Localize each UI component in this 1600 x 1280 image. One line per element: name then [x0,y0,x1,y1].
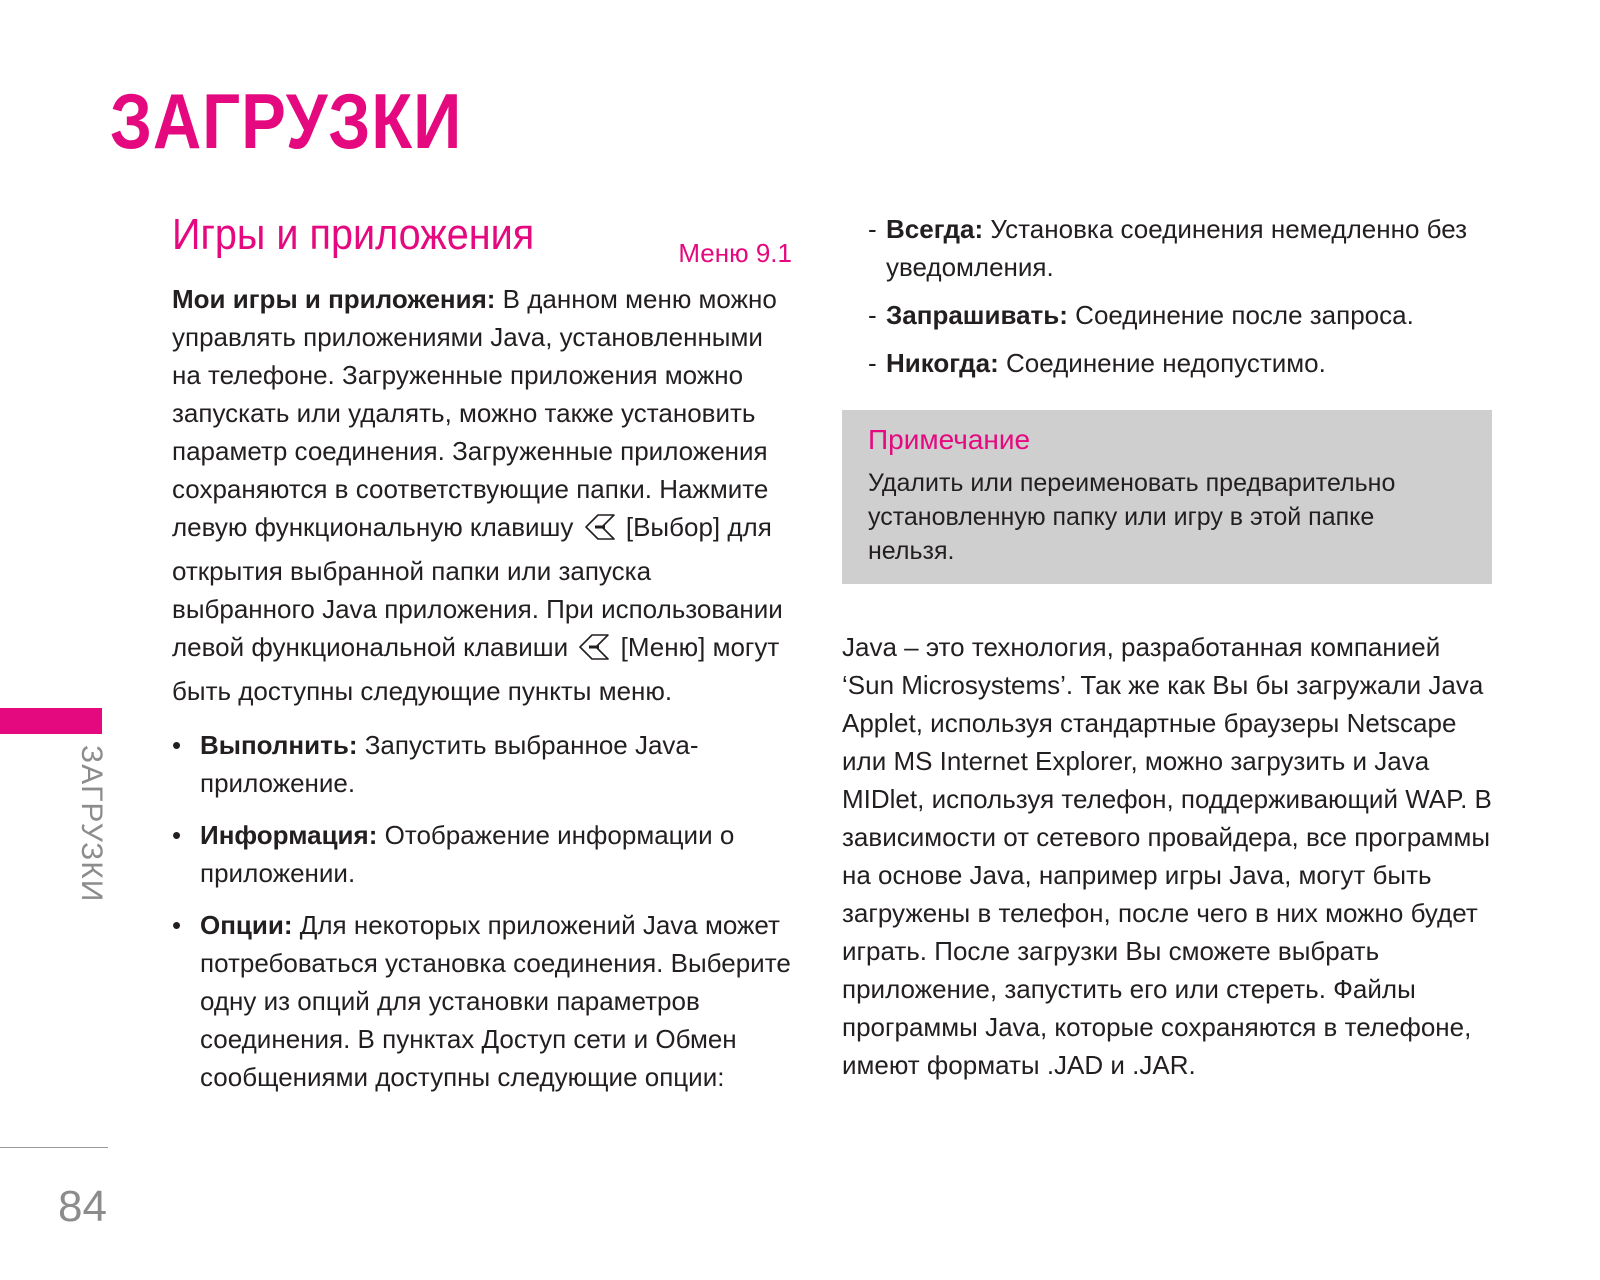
page-title: ЗАГРУЗКИ [110,77,463,165]
item-text: Отображение информации о приложении. [200,820,735,888]
intro-text-2: [Выбор] для открытия выбранной папки или запуска выбранного Java приложения. При использовании левой функциональной клавиши [172,512,783,662]
side-tab-marker [0,708,102,734]
intro-lead: Мои игры и приложения: [172,284,496,314]
side-section-label: ЗАГРУЗКИ [75,745,108,903]
list-item [172,816,792,892]
left-soft-key-icon [583,512,617,552]
list-item [868,296,1518,334]
option-text: Соединение недопустимо. [998,348,1326,378]
bullet-icon: • [172,910,182,940]
left-column [172,210,792,1110]
option-text: Соединение после запроса. [1067,300,1414,330]
menu-reference: Меню 9.1 [678,238,792,268]
option-label: Всегда: [886,214,984,244]
section-header [172,210,792,270]
dash-icon: - [868,348,877,378]
option-label: Никогда: [886,348,999,378]
intro-paragraph [172,280,792,710]
item-label: Выполнить: [200,730,358,760]
connection-options-list [868,210,1518,382]
dash-icon: - [868,300,877,330]
menu-options-list [172,726,792,1096]
dash-icon: - [868,214,877,244]
intro-text-1: В данном меню можно управлять приложениями Java, установленными на телефоне. Загруженные приложения можно запускать или удалять, можно также установить параметр соединения. Загруженные приложения сохраняются в соответствующие папки. Нажмите левую функциональную клавишу [172,284,777,542]
item-label: Опции: [200,910,293,940]
list-item [172,726,792,802]
bullet-icon: • [172,730,182,760]
bullet-icon: • [172,820,182,850]
list-item [172,906,792,1096]
list-item [868,210,1518,286]
page-number: 84 [58,1182,107,1231]
item-label: Информация: [200,820,378,850]
left-soft-key-icon [577,632,611,672]
footer-divider [0,1147,108,1148]
right-column [842,210,1518,1084]
section-title: Игры и приложения [172,210,535,259]
note-text: Удалить или переименовать предварительно установленную папку или игру в этой папке нельзя. [868,469,1396,565]
item-text: Для некоторых приложений Java может потребоваться установка соединения. Выберите одну из опций для установки параметров соединения. В пунктах Доступ сети и Обмен сообщениями доступны следующие опции: [200,910,791,1092]
note-box [842,410,1492,584]
item-text: Запустить выбранное Java-приложение. [200,730,699,798]
intro-text-3: [Меню] могут быть доступны следующие пункты меню. [172,632,780,706]
note-title: Примечание [868,424,1031,455]
java-paragraph: Java – это технология, разработанная компанией ‘Sun Microsystems’. Так же как Вы бы загружали Java Applet, используя стандартные браузеры Netscape или MS Internet Explorer, можно загрузить и Java MIDlet, используя телефон, поддерживающий WAP. В зависимости от сетевого провайдера, все программы на основе Java, например игры Java, могут быть загружены в телефон, после чего в них можно будет играть. После загрузки Вы сможете выбрать приложение, запустить его или стереть. Файлы программы Java, которые сохраняются в телефоне, имеют форматы .JAD и .JAR. [842,632,1492,1080]
option-label: Запрашивать: [886,300,1068,330]
list-item [868,344,1518,382]
option-text: Установка соединения немедленно без уведомления. [886,214,1468,282]
